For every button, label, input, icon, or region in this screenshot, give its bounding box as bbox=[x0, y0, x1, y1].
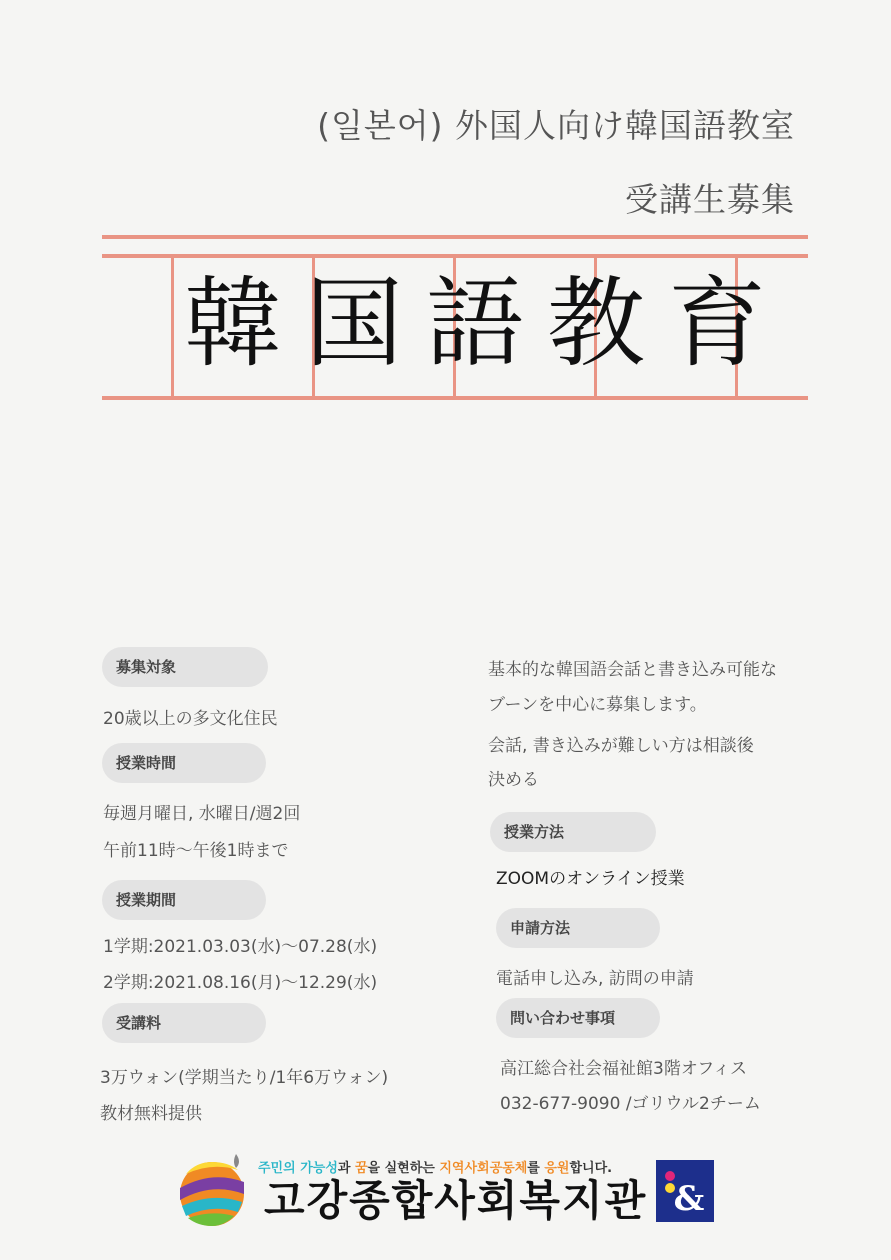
grid-line-top bbox=[102, 235, 808, 239]
ampersand-badge-icon bbox=[656, 1160, 714, 1222]
globe-logo-icon bbox=[176, 1148, 248, 1228]
period-text: 2学期:2021.08.16(月)〜12.29(水) bbox=[103, 973, 378, 993]
title-char: 育 bbox=[667, 267, 766, 381]
intro-text: ブーンを中心に募集します。 bbox=[488, 695, 707, 715]
section-label-time: 授業時間 bbox=[102, 743, 266, 783]
svg-text:&: & bbox=[673, 1179, 705, 1219]
title-char: 国 bbox=[304, 267, 403, 381]
footer-slogan: 주민의 가능성과 꿈을 실현하는 지역사회공동체를 응원합니다. bbox=[258, 1161, 613, 1176]
time-text: 毎週月曜日, 水曜日/週2回 bbox=[103, 804, 301, 824]
time-text: 午前11時〜午後1時まで bbox=[103, 841, 289, 861]
fee-text: 3万ウォン(学期当たり/1年6万ウォン) bbox=[100, 1068, 389, 1088]
period-text: 1学期:2021.03.03(水)〜07.28(水) bbox=[103, 937, 378, 957]
org-name: 고강종합사회복지관 bbox=[264, 1176, 648, 1225]
section-label-method: 授業方法 bbox=[490, 812, 656, 852]
section-label-period: 授業期間 bbox=[102, 880, 266, 920]
section-label-apply: 申請方法 bbox=[496, 908, 660, 948]
method-text: ZOOMのオンライン授業 bbox=[496, 869, 685, 889]
intro-text: 会話, 書き込みが難しい方は相談後 bbox=[488, 736, 754, 756]
target-text: 20歳以上の多文化住民 bbox=[103, 709, 278, 729]
subtitle-line2: 受講生募集 bbox=[625, 180, 795, 219]
title-char: 語 bbox=[425, 267, 524, 381]
fee-text: 教材無料提供 bbox=[100, 1104, 202, 1124]
section-label-contact: 問い合わせ事項 bbox=[496, 998, 660, 1038]
contact-text: 高江総合社会福祉館3階オフィス bbox=[500, 1059, 747, 1079]
title-char: 韓 bbox=[183, 267, 282, 381]
contact-text: 032-677-9090 /ゴリウル2チーム bbox=[500, 1094, 761, 1114]
intro-text: 基本的な韓国語会話と書き込み可能な bbox=[488, 660, 777, 680]
intro-text: 決める bbox=[488, 770, 539, 790]
subtitle-line1: (일본어) 外国人向け韓国語教室 bbox=[317, 106, 795, 145]
section-label-target: 募集対象 bbox=[102, 647, 268, 687]
section-label-fee: 受講料 bbox=[102, 1003, 266, 1043]
apply-text: 電話申し込み, 訪問の申請 bbox=[496, 969, 694, 989]
title-char: 教 bbox=[546, 267, 645, 381]
